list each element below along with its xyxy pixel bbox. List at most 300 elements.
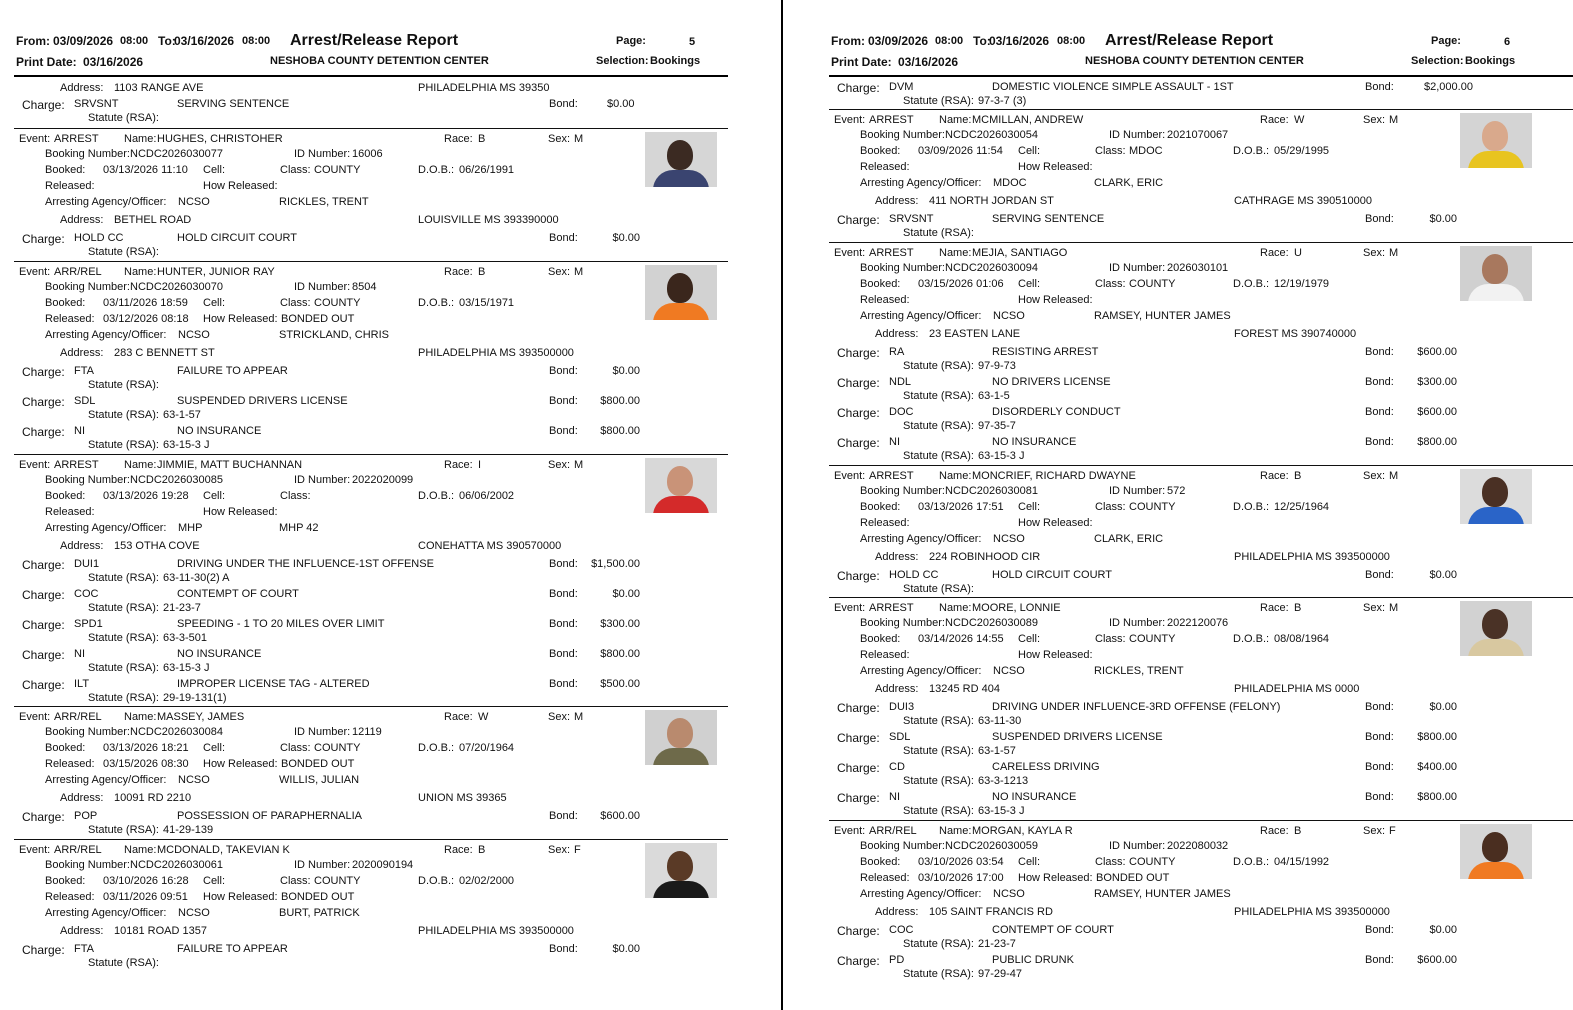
charge-label: Charge: [22,365,65,379]
charge-code: RA [889,346,905,358]
city-value: CONEHATTA MS 390570000 [418,540,562,552]
statute-value: 63-15-3 J [978,450,1025,462]
photo-shirt [653,170,709,187]
booking-number: NCDC2026030081 [945,485,1038,497]
statute-value: 63-1-57 [978,745,1016,757]
cell-label: Cell: [1018,145,1041,157]
charge-code: PD [889,954,905,966]
sex-value: M [574,459,584,471]
address-label: Address: [875,195,919,207]
class-value: COUNTY [314,164,361,176]
charge-label: Charge: [837,924,880,938]
sex-label: Sex: [1363,247,1386,259]
booked-datetime: 03/13/2026 11:10 [103,164,188,176]
released-label: Released: [45,506,95,518]
statute-value: 21-23-7 [978,938,1016,950]
charge-description: CONTEMPT OF COURT [992,924,1114,936]
statute-value: 63-3-501 [163,632,208,644]
sex-value: F [1389,825,1396,837]
charge-label: Charge: [837,701,880,715]
dob-value: 08/08/1964 [1274,633,1330,645]
photo-face [667,466,693,496]
bond-amount: $300.00 [600,618,640,630]
charge-code: COC [889,924,914,936]
event-type: ARR/REL [54,711,102,723]
dob-value: 02/02/2000 [459,875,515,887]
photo-shirt [653,303,709,320]
charge-label: Charge: [837,436,880,450]
charge-label: Charge: [22,678,65,692]
city-value: FOREST MS 390740000 [1234,328,1357,340]
photo-shirt [1468,862,1524,879]
event-separator [829,820,1573,821]
photo-face [1482,254,1508,284]
booked-label: Booked: [45,875,86,887]
sex-label: Sex: [548,266,571,278]
address-value: 10181 ROAD 1357 [114,925,207,937]
arresting-agency: NCSO [178,196,210,208]
race-value: W [1294,114,1305,126]
charge-label: Charge: [837,731,880,745]
class-value: COUNTY [314,297,361,309]
event-label: Event: [834,470,866,482]
address-value: BETHEL ROAD [114,214,192,226]
arresting-officer: BURT, PATRICK [279,907,360,919]
arresting-officer: CLARK, ERIC [1094,533,1164,545]
id-number-label: ID Number: [294,726,351,738]
statute-label: Statute (RSA): [88,246,159,258]
statute-label: Statute (RSA): [903,390,974,402]
print-date: 03/16/2026 [83,55,144,69]
bond-label: Bond: [1365,376,1394,388]
how-released-label: How Released: [1018,649,1093,661]
booking-number-label: Booking Number: [45,726,130,738]
name-label: Name: [939,247,972,259]
charge-label: Charge: [837,791,880,805]
bond-label: Bond: [549,810,578,822]
name-label: Name: [124,459,157,471]
header-rule [829,75,1573,77]
dob-label: D.O.B.: [1233,278,1270,290]
charge-code: SDL [74,395,96,407]
event-type: ARREST [869,602,914,614]
name-label: Name: [939,470,972,482]
booking-photo [645,132,717,187]
class-label: Class: [280,164,311,176]
class-label: Class: [280,490,311,502]
statute-label: Statute (RSA): [903,583,974,595]
charge-code: SRVSNT [889,213,934,225]
bond-label: Bond: [549,588,578,600]
page-number: 5 [689,36,696,48]
charge-description: NO INSURANCE [177,425,262,437]
arresting-agency-label: Arresting Agency/Officer: [45,774,167,786]
person-name: JIMMIE, MATT BUCHANNAN [157,459,303,471]
report-page-5 [0,0,782,1010]
arresting-agency: MHP [178,522,203,534]
name-label: Name: [939,602,972,614]
to-label: To: [973,34,991,48]
cell-label: Cell: [203,742,226,754]
released-label: Released: [45,313,95,325]
statute-label: Statute (RSA): [903,360,974,372]
to-time: 08:00 [242,35,271,47]
bond-label: Bond: [1365,213,1394,225]
released-label: Released: [860,872,910,884]
how-released-label: How Released: [1018,294,1093,306]
charge-description: SPEEDING - 1 TO 20 MILES OVER LIMIT [177,618,385,630]
sex-label: Sex: [548,711,571,723]
race-value: I [478,459,482,471]
dob-value: 03/15/1971 [459,297,515,309]
bond-label: Bond: [1365,924,1394,936]
booking-number: NCDC2026030061 [130,859,223,871]
bond-amount: $0.00 [1429,213,1457,225]
photo-shirt [1468,284,1524,301]
booking-number: NCDC2026030059 [945,840,1038,852]
arresting-agency-label: Arresting Agency/Officer: [45,196,167,208]
from-time: 08:00 [935,35,964,47]
photo-face [1482,477,1508,507]
dob-label: D.O.B.: [1233,501,1270,513]
statute-label: Statute (RSA): [88,632,159,644]
booking-number: NCDC2026030077 [130,148,223,160]
arresting-officer: WILLIS, JULIAN [279,774,360,786]
arresting-agency: NCSO [993,310,1025,322]
dob-label: D.O.B.: [418,742,455,754]
city-value: PHILADELPHIA MS 393500000 [418,347,574,359]
bond-amount: $800.00 [1417,731,1457,743]
address-label: Address: [60,925,104,937]
statute-value: 97-3-7 (3) [978,95,1027,107]
event-separator [14,706,728,707]
bond-amount: $2,000.00 [1424,81,1473,93]
bond-label: Bond: [1365,81,1394,93]
class-label: Class: [1095,145,1126,157]
cell-label: Cell: [203,490,226,502]
dob-label: D.O.B.: [418,875,455,887]
bond-label: Bond: [1365,346,1394,358]
charge-description: POSSESSION OF PARAPHERNALIA [177,810,363,822]
released-label: Released: [45,180,95,192]
bond-label: Bond: [1365,406,1394,418]
selection-value: Bookings [650,55,701,67]
event-label: Event: [19,266,51,278]
event-label: Event: [19,844,51,856]
charge-code: NI [74,648,85,660]
bond-label: Bond: [549,425,578,437]
arresting-agency: NCSO [993,533,1025,545]
charge-code: SRVSNT [74,98,119,110]
bond-amount: $800.00 [1417,791,1457,803]
bond-label: Bond: [1365,761,1394,773]
class-value: MDOC [1129,145,1163,157]
address-label: Address: [60,792,104,804]
released-label: Released: [860,649,910,661]
address-label: Address: [875,551,919,563]
arresting-agency: NCSO [178,907,210,919]
city-value: PHILADELPHIA MS 39350 [418,82,550,94]
charge-code: FTA [74,943,94,955]
sex-label: Sex: [1363,114,1386,126]
statute-value: 63-15-3 J [978,805,1025,817]
statute-label: Statute (RSA): [88,409,159,421]
arresting-officer: STRICKLAND, CHRIS [279,329,390,341]
charge-label: Charge: [22,810,65,824]
print-date-label: Print Date: [831,55,892,69]
name-label: Name: [124,266,157,278]
photo-shirt [1468,507,1524,524]
event-separator [14,454,728,455]
bond-amount: $0.00 [1429,924,1457,936]
arresting-agency-label: Arresting Agency/Officer: [45,329,167,341]
released-label: Released: [860,161,910,173]
statute-label: Statute (RSA): [903,938,974,950]
id-number: 2022120076 [1167,617,1229,629]
selection-label: Selection: [596,55,649,67]
charge-description: DRIVING UNDER THE INFLUENCE-1ST OFFENSE [177,558,434,570]
address-label: Address: [875,328,919,340]
charge-description: CARELESS DRIVING [992,761,1100,773]
address-value: 283 C BENNETT ST [114,347,215,359]
id-number: 2022080032 [1167,840,1229,852]
photo-shirt [653,496,709,513]
city-value: PHILADELPHIA MS 393500000 [1234,551,1390,563]
from-date: 03/09/2026 [868,34,929,48]
booking-photo [1460,246,1532,301]
photo-face [667,851,693,881]
charge-label: Charge: [837,213,880,227]
class-label: Class: [1095,278,1126,290]
dob-value: 04/15/1992 [1274,856,1330,868]
statute-value: 97-9-73 [978,360,1016,372]
event-type: ARR/REL [869,825,917,837]
city-value: PHILADELPHIA MS 0000 [1234,683,1360,695]
from-label: From: [831,34,865,48]
to-date: 03/16/2026 [989,34,1050,48]
charge-code: NI [889,791,900,803]
arresting-agency-label: Arresting Agency/Officer: [45,907,167,919]
charge-description: NO INSURANCE [992,436,1077,448]
photo-face [667,273,693,303]
id-number-label: ID Number: [1109,840,1166,852]
statute-label: Statute (RSA): [903,227,974,239]
charge-code: COC [74,588,99,600]
race-value: W [478,711,489,723]
charge-description: FAILURE TO APPEAR [177,943,288,955]
statute-label: Statute (RSA): [903,805,974,817]
released-label: Released: [860,517,910,529]
bond-amount: $0.00 [612,588,640,600]
how-released-label: How Released: [203,758,278,770]
booked-label: Booked: [860,145,901,157]
arresting-agency-label: Arresting Agency/Officer: [45,522,167,534]
address-label: Address: [60,347,104,359]
sex-label: Sex: [548,844,571,856]
booking-number-label: Booking Number: [860,617,945,629]
race-label: Race: [1260,825,1289,837]
released-datetime: 03/15/2026 08:30 [103,758,189,770]
how-released-label: How Released: [203,180,278,192]
released-label: Released: [860,294,910,306]
booking-photo [645,265,717,320]
bond-amount: $800.00 [600,395,640,407]
charge-description: SUSPENDED DRIVERS LICENSE [992,731,1163,743]
booking-number: NCDC2026030070 [130,281,223,293]
race-label: Race: [1260,602,1289,614]
charge-description: HOLD CIRCUIT COURT [992,569,1112,581]
bond-amount: $800.00 [600,648,640,660]
booking-photo [1460,113,1532,168]
id-number: 8504 [352,281,377,293]
race-label: Race: [444,133,473,145]
booking-number: NCDC2026030054 [945,129,1038,141]
bond-label: Bond: [549,648,578,660]
bond-amount: $800.00 [600,425,640,437]
bond-label: Bond: [549,98,578,110]
event-separator [14,128,728,129]
to-time: 08:00 [1057,35,1086,47]
person-name: MCDONALD, TAKEVIAN K [157,844,290,856]
id-number-label: ID Number: [1109,262,1166,274]
bond-label: Bond: [549,365,578,377]
charge-code: NI [74,425,85,437]
to-label: To: [158,34,176,48]
charge-description: FAILURE TO APPEAR [177,365,288,377]
booked-label: Booked: [45,742,86,754]
bond-label: Bond: [1365,701,1394,713]
sex-value: M [1389,470,1399,482]
booking-photo [1460,601,1532,656]
charge-code: DUI3 [889,701,915,713]
charge-label: Charge: [837,406,880,420]
how-released-value: BONDED OUT [281,758,355,770]
event-label: Event: [834,247,866,259]
event-type: ARREST [869,114,914,126]
booked-label: Booked: [45,297,86,309]
person-name: MORGAN, KAYLA R [972,825,1073,837]
charge-label: Charge: [22,232,65,246]
agency-name: NESHOBA COUNTY DETENTION CENTER [1085,55,1304,67]
event-label: Event: [834,114,866,126]
name-label: Name: [939,825,972,837]
cell-label: Cell: [203,164,226,176]
id-number: 12119 [352,726,382,738]
statute-value: 63-15-3 J [163,439,210,451]
class-value: COUNTY [1129,278,1176,290]
statute-label: Statute (RSA): [903,775,974,787]
photo-face [1482,121,1508,151]
booking-number-label: Booking Number: [45,281,130,293]
id-number-label: ID Number: [1109,129,1166,141]
address-label: Address: [60,82,104,94]
race-label: Race: [1260,470,1289,482]
race-value: U [1294,247,1302,259]
booking-photo [645,458,717,513]
booking-number-label: Booking Number: [860,840,945,852]
booking-number-label: Booking Number: [45,859,130,871]
charge-code: HOLD CC [889,569,939,581]
bond-label: Bond: [549,232,578,244]
cell-label: Cell: [1018,278,1041,290]
cell-label: Cell: [203,875,226,887]
event-separator [829,109,1573,110]
arresting-agency: NCSO [178,774,210,786]
event-type: ARREST [869,247,914,259]
arresting-agency-label: Arresting Agency/Officer: [860,533,982,545]
booked-label: Booked: [860,856,901,868]
arresting-agency: MDOC [993,177,1027,189]
booked-label: Booked: [45,164,86,176]
name-label: Name: [124,133,157,145]
charge-label: Charge: [837,81,880,95]
booked-label: Booked: [860,501,901,513]
class-label: Class: [280,875,311,887]
sex-value: M [574,133,584,145]
how-released-label: How Released: [1018,517,1093,529]
charge-code: FTA [74,365,94,377]
class-label: Class: [1095,633,1126,645]
photo-face [1482,832,1508,862]
class-value: COUNTY [1129,856,1176,868]
id-number: 16006 [352,148,383,160]
bond-amount: $400.00 [1417,761,1457,773]
charge-code: SPD1 [74,618,103,630]
booked-label: Booked: [45,490,86,502]
bond-label: Bond: [1365,791,1394,803]
booking-number: NCDC2026030084 [130,726,223,738]
arresting-agency: NCSO [993,665,1025,677]
statute-label: Statute (RSA): [903,450,974,462]
arresting-officer: RICKLES, TRENT [279,196,369,208]
page-divider [781,0,783,1010]
race-value: B [1294,825,1302,837]
charge-description: SUSPENDED DRIVERS LICENSE [177,395,348,407]
class-value: COUNTY [314,742,361,754]
charge-description: RESISTING ARREST [992,346,1099,358]
dob-value: 06/06/2002 [459,490,515,502]
statute-value: 63-11-30(2) A [163,572,230,584]
name-label: Name: [124,711,157,723]
cell-label: Cell: [1018,501,1041,513]
statute-label: Statute (RSA): [903,715,974,727]
sex-value: M [1389,602,1399,614]
dob-value: 06/26/1991 [459,164,515,176]
id-number: 2021070067 [1167,129,1229,141]
dob-label: D.O.B.: [418,490,455,502]
bond-label: Bond: [549,678,578,690]
photo-face [1482,609,1508,639]
bond-amount: $600.00 [1417,406,1457,418]
bond-label: Bond: [549,558,578,570]
race-label: Race: [444,459,473,471]
how-released-label: How Released: [1018,161,1093,173]
statute-value: 63-1-57 [163,409,201,421]
statute-value: 41-29-139 [163,824,214,836]
charge-label: Charge: [22,943,65,957]
released-datetime: 03/11/2026 09:51 [103,891,188,903]
booking-photo [645,710,717,765]
released-label: Released: [45,758,95,770]
race-value: B [1294,602,1302,614]
booking-photo [645,843,717,898]
charge-label: Charge: [22,98,65,112]
report-title: Arrest/Release Report [1105,32,1274,49]
class-value: COUNTY [314,875,361,887]
statute-label: Statute (RSA): [88,379,159,391]
id-number: 2020090194 [352,859,414,871]
charge-description: SERVING SENTENCE [177,98,290,110]
